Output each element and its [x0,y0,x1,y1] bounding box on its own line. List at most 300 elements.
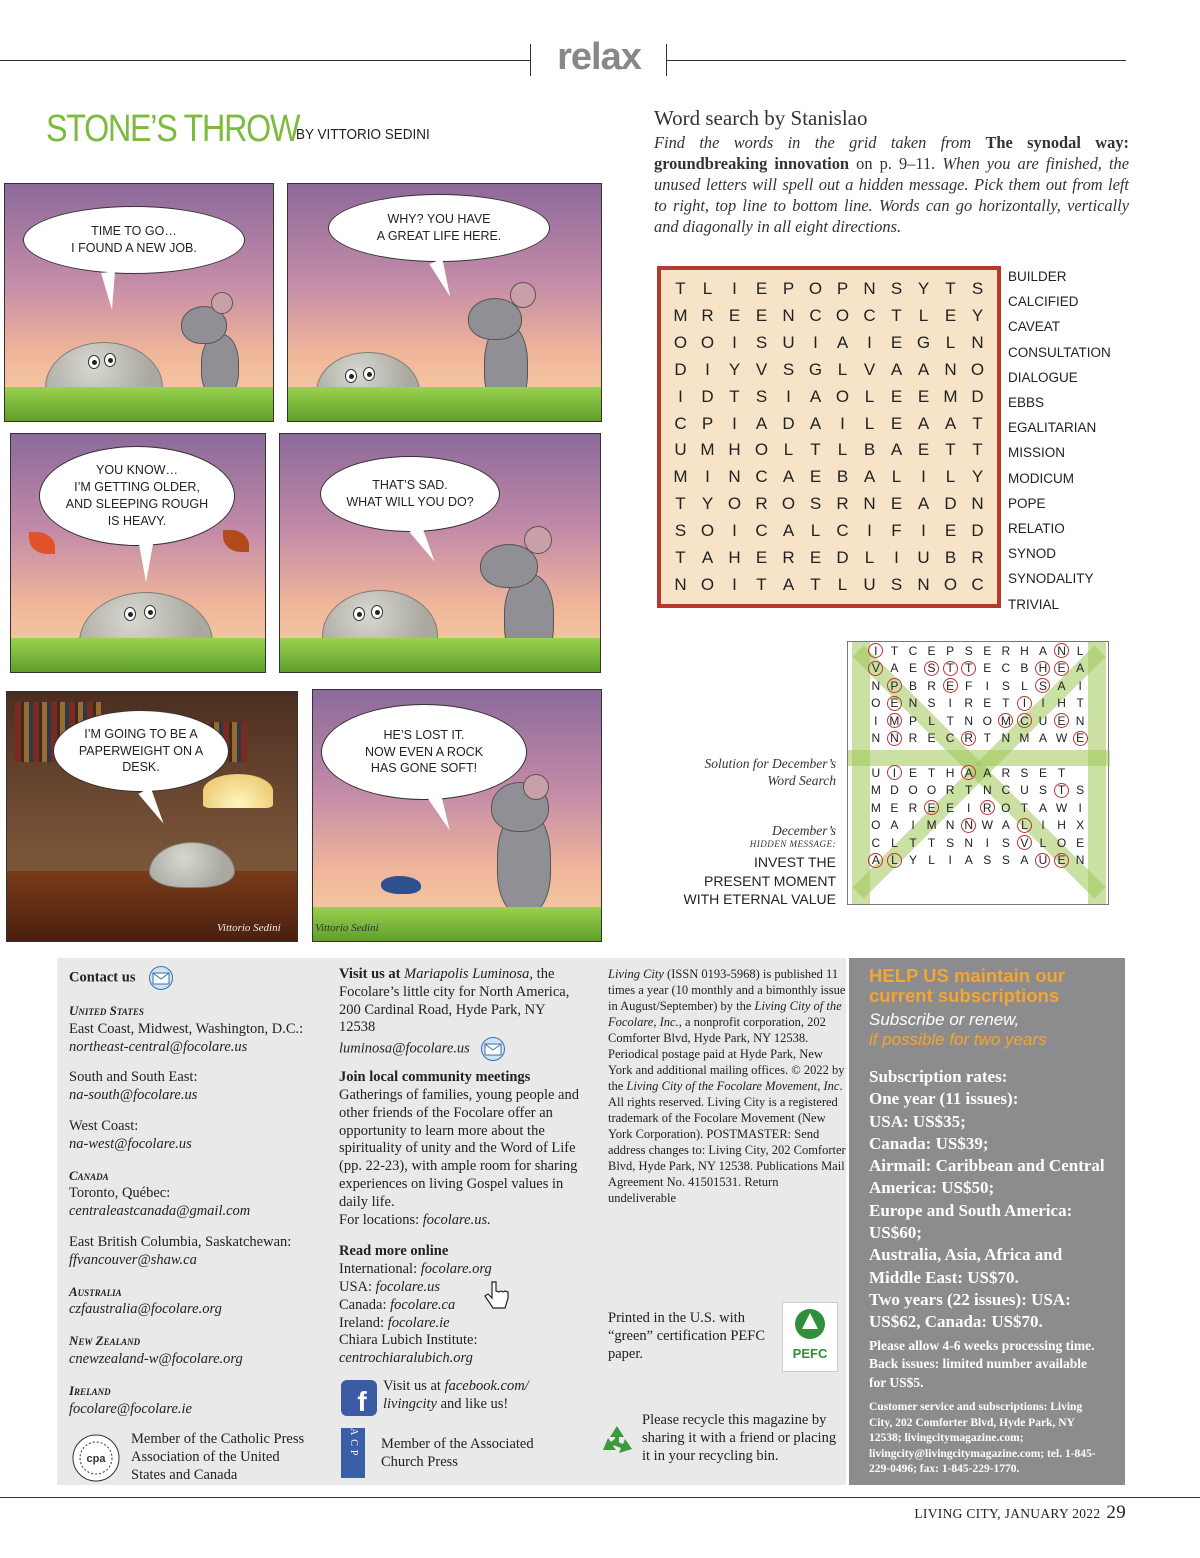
contact-email[interactable]: cnewzealand-w@focolare.org [69,1350,243,1367]
eye-icon [363,367,375,381]
grid-letter[interactable]: E [944,306,957,326]
grid-letter[interactable]: A [890,359,903,379]
solution-letter: E [890,800,899,815]
contact-region: Australia [69,1283,122,1299]
recycle-icon [599,1423,635,1459]
grid-letter[interactable]: U [917,547,930,567]
grid-letter[interactable]: D [971,386,984,406]
solution-letter: N [1075,853,1085,868]
solution-letter: I [1078,678,1082,693]
solution-letter: I [948,853,952,868]
grid-letter[interactable]: L [891,467,902,487]
grid-letter[interactable]: O [754,440,769,460]
contact-region: Canada [69,1167,109,1183]
word-list-item: MODICUM [1008,470,1074,486]
online-links [339,1261,492,1330]
contact-region: New Zealand [69,1333,141,1349]
grid-letter[interactable]: R [701,306,714,326]
grid-letter[interactable]: N [674,574,687,594]
solution-letter: H [1057,696,1066,711]
grid-letter[interactable]: D [971,520,984,540]
solution-letter: P [908,713,917,728]
grid-letter[interactable]: G [808,359,823,379]
grid-letter[interactable]: E [809,467,822,487]
grid-letter[interactable]: A [917,494,930,514]
grid-letter[interactable]: N [971,494,984,514]
solution-letter: Y [908,853,917,868]
solution-letter: C [871,835,881,850]
grid-letter[interactable]: D [836,547,849,567]
grid-letter[interactable]: I [921,520,926,540]
solution-letters [848,642,1108,904]
grid-letter[interactable]: Y [701,494,714,514]
grid-letter[interactable]: A [863,467,876,487]
grid-letter[interactable]: L [864,547,875,567]
grid-letter[interactable]: N [917,574,930,594]
grid-letter[interactable]: T [972,413,983,433]
solution-letter: A [890,818,899,833]
grid-letter[interactable]: I [840,413,845,433]
online-link[interactable]: focolare.ca [390,1296,456,1313]
grid-letter[interactable]: I [732,279,737,299]
tree-icon [790,1307,830,1341]
solution-letter: S [924,661,939,676]
grid-letter[interactable]: L [945,333,956,353]
grid-letter[interactable]: A [890,440,903,460]
solution-letter: V [1017,835,1032,850]
grid-letter[interactable]: L [837,440,848,460]
grid-letter[interactable]: S [674,520,687,540]
locations-link[interactable]: focolare.us. [422,1211,491,1228]
acp-letters: ACP [348,1427,359,1460]
grid-letter[interactable]: I [867,333,872,353]
grid-letter[interactable]: A [782,467,795,487]
eye-icon [353,607,365,621]
grid-letter[interactable]: V [755,359,768,379]
grid-letter[interactable]: U [863,574,876,594]
grid-letter[interactable]: E [890,413,903,433]
solution-letter: S [1076,783,1085,798]
grid-letter[interactable]: A [836,333,849,353]
solution-letter: S [1038,783,1047,798]
grid-letter[interactable]: D [782,413,795,433]
online-link[interactable]: focolare.org [420,1261,492,1278]
solution-letter: U [1038,713,1048,728]
solution-letter: S [946,835,955,850]
mouse-ear [523,774,549,800]
online-label: Ireland: [339,1314,388,1331]
intro-text: Find the words in the grid taken from [654,133,986,152]
grid-letter[interactable]: O [700,520,715,540]
grid-letter[interactable]: A [809,386,822,406]
grid-letter[interactable]: A [809,413,822,433]
grid-letter[interactable]: E [890,494,903,514]
word-list-item: POPE [1008,495,1046,511]
solution-letter: T [927,765,936,780]
grid-letter[interactable]: A [917,413,930,433]
institute-label: Chiara Lubich Institute: [339,1332,478,1349]
grid-letter[interactable]: I [894,547,899,567]
mouse-ear [510,282,536,308]
contact-email[interactable]: northeast-central@focolare.us [69,1038,248,1055]
solution-letter: S [1035,678,1050,693]
subscription-note: Please allow 4-6 weeks processing time. Back issues: limited number available for US$5. [869,1337,1095,1390]
grid-letter[interactable]: E [890,333,903,353]
grid-letter[interactable]: L [945,467,956,487]
section-title: relax [557,36,641,78]
grid-letter[interactable]: T [945,279,956,299]
grid-letter[interactable]: O [673,333,688,353]
contact-entry [69,1382,324,1419]
solution-letter: O [982,713,992,728]
luminosa-email[interactable]: luminosa@focolare.us [339,1040,470,1057]
bubble-tail [139,544,153,582]
online-label: Canada: [339,1296,391,1313]
solution-letter: N [964,835,974,850]
solution-letter: O [871,696,881,711]
speech-bubble-1: TIME TO GO… I FOUND A NEW JOB. [23,206,245,274]
solution-letter: E [1054,713,1069,728]
grid-letter[interactable]: Y [917,279,930,299]
solution-letter: C [1001,783,1011,798]
solution-letter: T [961,661,976,676]
contact-email[interactable]: centraleastcanada@gmail.com [69,1203,251,1220]
grid-letter[interactable]: F [891,520,902,540]
grid-letter[interactable]: S [971,279,984,299]
contact-email[interactable]: focolare@focolare.ie [69,1400,192,1417]
contact-email[interactable]: ffvancouver@shaw.ca [69,1251,197,1268]
solution-letter: S [1020,765,1029,780]
grid-letter[interactable]: I [732,413,737,433]
solution-letter: F [965,678,973,693]
grid-letter[interactable]: O [781,494,796,514]
solution-letter: T [1020,800,1029,815]
eye-icon [345,369,357,383]
grid-letter[interactable]: O [835,306,850,326]
header-rule-right [666,60,1126,61]
solution-letter: T [1076,696,1084,711]
grid-letter[interactable]: O [700,574,715,594]
grid-letter[interactable]: T [729,386,740,406]
grid-letter[interactable]: S [890,574,903,594]
solution-letter: I [868,643,883,658]
grid-letter[interactable]: N [863,494,876,514]
subscription-box [849,958,1125,1485]
grid-letter[interactable]: C [809,306,822,326]
grid-letter[interactable]: L [810,520,821,540]
grid-letter[interactable]: O [700,333,715,353]
solution-letter: N [1075,713,1085,728]
word-list-item: RELATIO [1008,521,1065,537]
grid-letter[interactable]: E [809,547,822,567]
grid-letter[interactable]: L [837,574,848,594]
grid-letter[interactable]: S [809,494,822,514]
grid-letter[interactable]: R [971,547,984,567]
grid-letter[interactable]: M [700,440,715,460]
eye-icon [88,355,100,369]
grid-letter[interactable]: A [782,574,795,594]
pub-publisher: Living City of the Focolare, Inc. [608,999,842,1029]
contact-email[interactable]: na-south@focolare.us [69,1087,198,1104]
grid-letter[interactable]: O [970,359,985,379]
comic-panel-2 [287,183,602,422]
contact-email[interactable]: na-west@focolare.us [69,1135,192,1152]
eye-icon [104,353,116,367]
grid-letter[interactable]: E [755,306,768,326]
solution-letter: E [983,661,992,676]
pefc-label: PEFC [792,1346,828,1361]
grid-letter[interactable]: B [863,440,876,460]
grid-letter[interactable]: T [945,440,956,460]
grid-letter[interactable]: A [944,413,957,433]
grid-letter[interactable]: D [674,359,687,379]
solution-letter: X [1076,818,1085,833]
grid-letter[interactable]: U [782,333,795,353]
solution-letter: S [1001,853,1010,868]
solution-letter: B [1020,661,1029,676]
grid-letter[interactable]: G [916,333,931,353]
solution-letter: S [1001,835,1010,850]
solution-letter: S [964,643,973,658]
solution-letter: B [908,678,917,693]
grid-letter[interactable]: E [755,279,768,299]
grid-letter[interactable]: E [917,386,930,406]
online-label: International: [339,1261,421,1278]
grid-letter[interactable]: A [917,359,930,379]
solution-letter: R [980,800,995,815]
contact-email[interactable]: czfaustralia@focolare.org [69,1301,222,1318]
grid-letter[interactable]: A [755,413,768,433]
page-number: 29 [1106,1502,1126,1523]
solution-letter: I [1041,696,1045,711]
grid-letter[interactable]: S [755,333,768,353]
grid-letter[interactable]: E [755,547,768,567]
solution-letter: V [868,661,883,676]
grid-letter[interactable]: E [890,386,903,406]
bubble-tail [409,525,440,565]
grid-letter[interactable]: C [755,467,768,487]
solution-letter: T [909,835,917,850]
grid-letter[interactable]: R [782,547,795,567]
comic-panel-4 [279,433,601,673]
grid-letter[interactable]: L [783,440,794,460]
grid-letter[interactable]: L [702,279,713,299]
visit-lead: Visit us at [339,966,405,982]
word-list-item: SYNOD [1008,546,1057,562]
institute-link[interactable]: centrochiaralubich.org [339,1350,473,1367]
word-list-item: MISSION [1008,445,1066,461]
grid-letter[interactable]: C [836,520,849,540]
folio-text: LIVING CITY, JANUARY 2022 [914,1506,1101,1521]
printed-note [608,1310,768,1363]
solution-letter: A [1001,818,1010,833]
solution-letter: N [1001,731,1011,746]
solution-letter: A [1038,643,1047,658]
visit-address: the Focolare’s little city for North America, 200 Cardinal Road, Hyde Park, NY 12538 [339,966,570,1036]
grass [280,638,600,672]
artist-signature: Vittorio Sedini [315,922,379,934]
grid-letter[interactable]: D [944,494,957,514]
grid-letter[interactable]: R [836,494,849,514]
grid-letter[interactable]: E [917,440,930,460]
grid-letter[interactable]: O [943,574,958,594]
grid-letter[interactable]: M [673,467,688,487]
grid-letter[interactable]: N [944,359,957,379]
grid-letter[interactable]: I [732,574,737,594]
solution-letter: N [964,713,974,728]
speech-bubble-4: THAT’S SAD. WHAT WILL YOU DO? [320,456,500,532]
mail-icon[interactable] [147,966,175,990]
grid-letter[interactable]: T [810,574,821,594]
facebook-lead: Visit us at [383,1377,445,1394]
solution-letter: M [887,713,902,728]
online-link[interactable]: focolare.ie [387,1314,450,1331]
grid-letter[interactable]: H [728,547,741,567]
grid-letter[interactable]: I [732,520,737,540]
grid-letter[interactable]: A [701,547,714,567]
grid-letter[interactable]: I [678,386,683,406]
solution-letter: A [890,661,899,676]
grid-letter[interactable]: B [944,547,957,567]
grid-letter[interactable]: S [755,386,768,406]
grid-letter[interactable]: T [891,306,902,326]
speech-bubble-6: HE’S LOST IT. NOW EVEN A ROCK HAS GONE SOFT! [321,704,527,800]
grid-letter[interactable]: T [675,547,686,567]
online-link[interactable]: focolare.us [375,1278,440,1295]
word-list-item: SYNODALITY [1008,571,1094,587]
grid-letter[interactable]: O [835,386,850,406]
solution-letter: O [908,783,918,798]
solution-letter: H [945,765,955,780]
wordsearch-grid[interactable] [657,266,1001,608]
comic-byline: BY VITTORIO SEDINI [296,126,430,143]
grid-letter[interactable]: B [836,467,849,487]
grid-letter[interactable]: O [808,279,823,299]
grid-letter[interactable]: N [728,467,741,487]
pub-text-3: . All rights reserved. Living City is a registered trademark of the Focolare Movement (New York Corporation). POSTMASTER: Send address changes to: Living City, 202 Comforter Blvd, Hyde Park, NY 12538. Publications Mail Agreement No. 41501531. Return undeliverable [608,1079,846,1205]
grid-letter[interactable]: L [837,359,848,379]
grid-letter[interactable]: C [674,413,687,433]
mail-icon[interactable] [479,1037,507,1061]
grid-letter[interactable]: M [943,386,958,406]
grid-letter[interactable]: A [782,520,795,540]
grid-letter[interactable]: E [944,520,957,540]
solution-letter: R [1001,765,1011,780]
grass [288,387,601,421]
solution-letter: S [983,853,992,868]
solution-letter: A [868,853,883,868]
subscription-rates [869,1066,1105,1334]
grid-letter[interactable]: Y [971,306,984,326]
grid-letter[interactable]: N [971,333,984,353]
grid-letter[interactable]: U [674,440,687,460]
footer-rule [0,1497,1200,1498]
solution-letter: H [1020,643,1029,658]
grid-letter[interactable]: S [782,359,795,379]
solution-letter: U [871,765,881,780]
grid-letter[interactable]: I [813,333,818,353]
solution-letter: U [1020,783,1029,798]
grid-letter[interactable]: L [918,306,929,326]
grid-letter[interactable]: N [782,306,795,326]
solution-letter: R [908,800,918,815]
solution-letter: A [983,765,992,780]
grid-letter[interactable]: V [863,359,876,379]
facebook-icon[interactable] [341,1380,377,1416]
grid-letter[interactable]: C [755,520,768,540]
grid-letter[interactable]: I [786,386,791,406]
grid-letter[interactable]: T [810,440,821,460]
grid-letter[interactable]: S [890,279,903,299]
solution-letter: E [1054,661,1069,676]
grid-letter[interactable]: O [727,494,742,514]
bubble-tail [428,793,456,833]
grid-letter[interactable]: L [864,386,875,406]
bubble-tail [101,271,119,310]
online-heading: Read more online [339,1243,449,1260]
grid-letter[interactable]: N [863,279,876,299]
grid-letter[interactable]: T [675,279,686,299]
grid-letter[interactable]: I [705,467,710,487]
solution-letter: E [924,800,939,815]
grid-letter[interactable]: P [836,279,849,299]
solution-letter: L [1021,678,1028,693]
grid-letter[interactable]: Y [728,359,741,379]
solution-letter: R [961,731,976,746]
solution-letter: R [927,678,936,693]
grid-letter[interactable]: I [867,520,872,540]
printed-text: Printed in the U.S. with “green” certification PEFC paper. [608,1310,766,1362]
facebook-link[interactable]: facebook.com/ livingcity [383,1377,529,1412]
customer-service: Customer service and subscriptions: Living City, 202 Comforter Blvd, Hyde Park, NY 12538; livingcitymagazine.com; livingcity@livingcitymagazine.com; tel. 1-845-229-0496; fax: 1-845-229-1770. [869,1401,1096,1476]
grid-letter[interactable]: M [673,306,688,326]
solution-letter: A [1076,661,1085,676]
intro-pages: on p. 9–11. [849,154,943,173]
grid-letter[interactable]: H [728,440,741,460]
grid-letter[interactable]: I [921,467,926,487]
solution-letter: I [1078,800,1082,815]
grid-letter[interactable]: Y [971,467,984,487]
grid-letter[interactable]: R [755,494,768,514]
facebook-text [383,1378,573,1414]
pub-owner: Living City of the Focolare Movement, Inc [626,1079,840,1093]
grid-letter[interactable]: P [701,413,714,433]
grid-letter[interactable]: E [728,306,741,326]
grid-letter[interactable]: I [705,359,710,379]
grid-letter[interactable]: P [782,279,795,299]
grid-letter[interactable]: T [756,574,767,594]
word-list-item: CONSULTATION [1008,344,1111,360]
comic-panel-3 [10,433,266,673]
word-list-item: EGALITARIAN [1008,420,1097,436]
grid-letter[interactable]: I [732,333,737,353]
wordsearch-word-list [1008,264,1111,617]
contact-entry [69,1002,324,1056]
grid-letter[interactable]: C [971,574,984,594]
solution-letter: E [927,731,936,746]
subscription-heading: HELP US maintain our current subscriptions [869,965,1065,1006]
solution-letter: C [1017,713,1032,728]
grid-letter[interactable]: C [863,306,876,326]
grid-letter[interactable]: T [675,494,686,514]
grid-letter[interactable]: T [972,440,983,460]
online-label: USA: [339,1278,376,1295]
solution-letter: T [1002,696,1010,711]
pointer-hand-icon [484,1280,510,1312]
grid-letter[interactable]: D [701,386,714,406]
grid-letter[interactable]: L [864,413,875,433]
solution-letter: R [945,783,955,798]
